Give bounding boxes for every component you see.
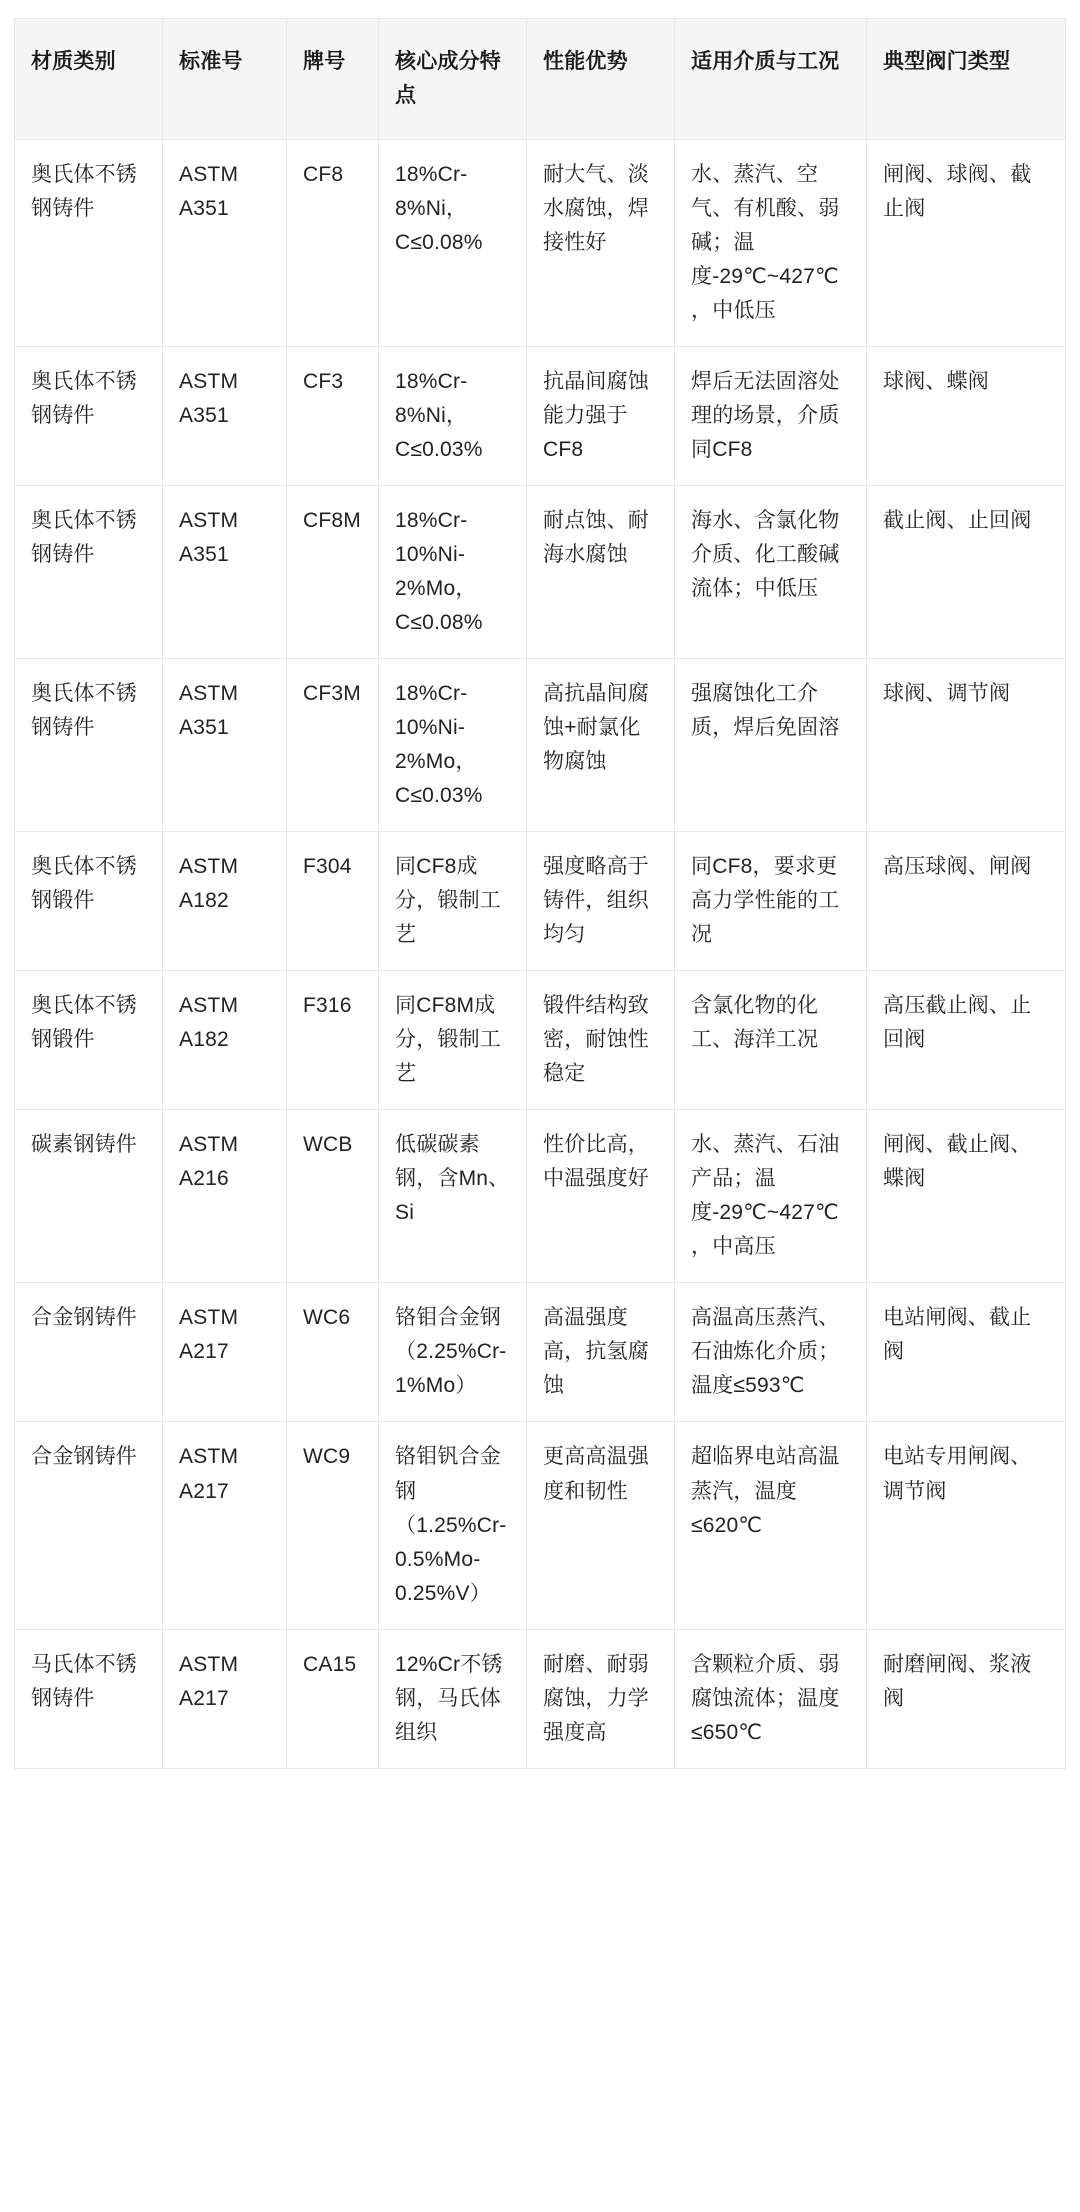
cell-standard: ASTM A216 bbox=[163, 1110, 287, 1283]
column-header-standard: 标准号 bbox=[163, 19, 287, 140]
cell-grade: WC6 bbox=[287, 1283, 379, 1422]
column-header-valves: 典型阀门类型 bbox=[867, 19, 1066, 140]
cell-category: 奥氏体不锈钢锻件 bbox=[15, 832, 163, 971]
table-header bbox=[15, 19, 1066, 140]
cell-standard: ASTM A217 bbox=[163, 1283, 287, 1422]
cell-category: 碳素钢铸件 bbox=[15, 1110, 163, 1283]
column-header-composition: 核心成分特点 bbox=[379, 19, 527, 140]
cell-advantage: 更高高温强度和韧性 bbox=[527, 1422, 675, 1629]
cell-standard: ASTM A351 bbox=[163, 347, 287, 486]
cell-valves: 闸阀、球阀、截止阀 bbox=[867, 140, 1066, 347]
column-header-advantage: 性能优势 bbox=[527, 19, 675, 140]
cell-composition: 12%Cr不锈钢，马氏体组织 bbox=[379, 1629, 527, 1768]
cell-standard: ASTM A217 bbox=[163, 1422, 287, 1629]
cell-grade: WC9 bbox=[287, 1422, 379, 1629]
cell-grade: F316 bbox=[287, 971, 379, 1110]
cell-grade: CF3 bbox=[287, 347, 379, 486]
cell-media: 强腐蚀化工介质，焊后免固溶 bbox=[675, 659, 867, 832]
cell-valves: 电站闸阀、截止阀 bbox=[867, 1283, 1066, 1422]
cell-grade: CF3M bbox=[287, 659, 379, 832]
cell-category: 奥氏体不锈钢铸件 bbox=[15, 486, 163, 659]
column-header-category: 材质类别 bbox=[15, 19, 163, 140]
cell-advantage: 强度略高于铸件，组织均匀 bbox=[527, 832, 675, 971]
cell-grade: CA15 bbox=[287, 1629, 379, 1768]
table-row bbox=[15, 1110, 1066, 1283]
table-row bbox=[15, 1422, 1066, 1629]
table-row bbox=[15, 347, 1066, 486]
cell-standard: ASTM A351 bbox=[163, 140, 287, 347]
cell-composition: 18%Cr-8%Ni，C≤0.03% bbox=[379, 347, 527, 486]
cell-category: 奥氏体不锈钢锻件 bbox=[15, 971, 163, 1110]
cell-standard: ASTM A351 bbox=[163, 486, 287, 659]
cell-composition: 18%Cr-8%Ni，C≤0.08% bbox=[379, 140, 527, 347]
cell-category: 奥氏体不锈钢铸件 bbox=[15, 347, 163, 486]
cell-valves: 高压截止阀、止回阀 bbox=[867, 971, 1066, 1110]
cell-media: 含氯化物的化工、海洋工况 bbox=[675, 971, 867, 1110]
cell-media: 含颗粒介质、弱腐蚀流体；温度≤650℃ bbox=[675, 1629, 867, 1768]
cell-media: 焊后无法固溶处理的场景，介质同CF8 bbox=[675, 347, 867, 486]
cell-composition: 同CF8成分，锻制工艺 bbox=[379, 832, 527, 971]
cell-standard: ASTM A182 bbox=[163, 971, 287, 1110]
cell-composition: 18%Cr-10%Ni-2%Mo，C≤0.03% bbox=[379, 659, 527, 832]
cell-composition: 18%Cr-10%Ni-2%Mo，C≤0.08% bbox=[379, 486, 527, 659]
cell-media: 同CF8，要求更高力学性能的工况 bbox=[675, 832, 867, 971]
cell-valves: 电站专用闸阀、调节阀 bbox=[867, 1422, 1066, 1629]
cell-advantage: 抗晶间腐蚀能力强于CF8 bbox=[527, 347, 675, 486]
cell-grade: CF8 bbox=[287, 140, 379, 347]
cell-advantage: 耐点蚀、耐海水腐蚀 bbox=[527, 486, 675, 659]
table-body bbox=[15, 140, 1066, 1769]
cell-advantage: 耐磨、耐弱腐蚀，力学强度高 bbox=[527, 1629, 675, 1768]
cell-composition: 低碳碳素钢，含Mn、Si bbox=[379, 1110, 527, 1283]
material-comparison-table bbox=[14, 18, 1066, 1769]
cell-media: 海水、含氯化物介质、化工酸碱流体；中低压 bbox=[675, 486, 867, 659]
table-row bbox=[15, 832, 1066, 971]
cell-advantage: 高温强度高，抗氢腐蚀 bbox=[527, 1283, 675, 1422]
cell-category: 合金钢铸件 bbox=[15, 1422, 163, 1629]
cell-valves: 截止阀、止回阀 bbox=[867, 486, 1066, 659]
column-header-media: 适用介质与工况 bbox=[675, 19, 867, 140]
table-row bbox=[15, 1629, 1066, 1768]
cell-media: 高温高压蒸汽、石油炼化介质；温度≤593℃ bbox=[675, 1283, 867, 1422]
cell-valves: 闸阀、截止阀、蝶阀 bbox=[867, 1110, 1066, 1283]
cell-composition: 同CF8M成分，锻制工艺 bbox=[379, 971, 527, 1110]
cell-grade: WCB bbox=[287, 1110, 379, 1283]
cell-category: 奥氏体不锈钢铸件 bbox=[15, 659, 163, 832]
cell-grade: CF8M bbox=[287, 486, 379, 659]
cell-valves: 耐磨闸阀、浆液阀 bbox=[867, 1629, 1066, 1768]
cell-advantage: 耐大气、淡水腐蚀，焊接性好 bbox=[527, 140, 675, 347]
cell-category: 奥氏体不锈钢铸件 bbox=[15, 140, 163, 347]
cell-grade: F304 bbox=[287, 832, 379, 971]
cell-composition: 铬钼合金钢（2.25%Cr-1%Mo） bbox=[379, 1283, 527, 1422]
cell-category: 合金钢铸件 bbox=[15, 1283, 163, 1422]
cell-advantage: 性价比高，中温强度好 bbox=[527, 1110, 675, 1283]
table-row bbox=[15, 659, 1066, 832]
cell-composition: 铬钼钒合金钢（1.25%Cr-0.5%Mo-0.25%V） bbox=[379, 1422, 527, 1629]
cell-valves: 高压球阀、闸阀 bbox=[867, 832, 1066, 971]
table-header-row bbox=[15, 19, 1066, 140]
cell-media: 水、蒸汽、石油产品；温度-29℃~427℃，中高压 bbox=[675, 1110, 867, 1283]
cell-standard: ASTM A182 bbox=[163, 832, 287, 971]
cell-advantage: 锻件结构致密，耐蚀性稳定 bbox=[527, 971, 675, 1110]
cell-standard: ASTM A217 bbox=[163, 1629, 287, 1768]
table-row bbox=[15, 971, 1066, 1110]
cell-media: 水、蒸汽、空气、有机酸、弱碱；温度-29℃~427℃，中低压 bbox=[675, 140, 867, 347]
cell-advantage: 高抗晶间腐蚀+耐氯化物腐蚀 bbox=[527, 659, 675, 832]
column-header-grade: 牌号 bbox=[287, 19, 379, 140]
cell-standard: ASTM A351 bbox=[163, 659, 287, 832]
cell-valves: 球阀、蝶阀 bbox=[867, 347, 1066, 486]
table-row bbox=[15, 486, 1066, 659]
cell-category: 马氏体不锈钢铸件 bbox=[15, 1629, 163, 1768]
table-row bbox=[15, 1283, 1066, 1422]
table-row bbox=[15, 140, 1066, 347]
cell-media: 超临界电站高温蒸汽，温度≤620℃ bbox=[675, 1422, 867, 1629]
cell-valves: 球阀、调节阀 bbox=[867, 659, 1066, 832]
